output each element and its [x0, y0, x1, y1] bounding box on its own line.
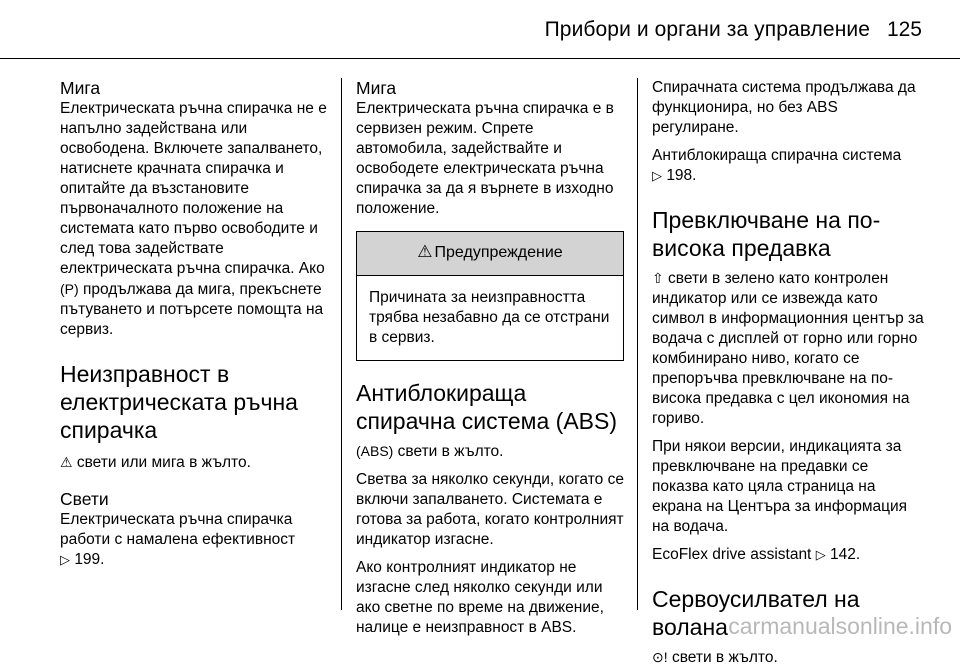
heading-upshift: Превключване на по-висока предавка: [652, 207, 881, 261]
parking-brake-icon: (P): [60, 281, 79, 297]
heading-blink-1: Мига: [60, 78, 101, 98]
column-3: [652, 78, 924, 668]
heading-abs: Антиблокираща спирачна система (ABS): [356, 380, 617, 434]
page-header: [0, 0, 960, 52]
warning-body: Причината за неизправността трябва незабавно да се отстрани в сервиз.: [369, 289, 610, 346]
warning-box: [356, 231, 624, 361]
watermark: carmanualsonline.info: [728, 613, 952, 639]
paragraph-continue: Спирачната система продължава да функционира, но без ABS регулиране.: [652, 79, 916, 136]
reference-arrow-icon: ▷: [652, 168, 662, 183]
header-divider: [0, 58, 960, 59]
column-2: [356, 78, 628, 638]
page-number: 125: [886, 18, 922, 41]
paragraph-blink-1: Електрическата ръчна спирачка не е напълно задействана или освободена. Включете запалването, натиснете крачната спирачка и опитайте да възстановите първоначалното положение на системата като първо освободите и след това задействате електрическата ръчна спирачка. Ако (P) продължава да мига, прекъснете пътуването и потърсете помощта на сервиз.: [60, 100, 327, 338]
paragraph-abs-2: Ако контролният индикатор не изгасне след няколко секунди или ако светне по време на движение, налице е неизправност в ABS.: [356, 559, 604, 636]
warning-triangle-icon: ⚠: [417, 242, 433, 261]
heading-power-steering: Сервоусилвател на волана: [652, 586, 860, 640]
power-steering-icon: ⊙!: [652, 649, 668, 665]
paragraph-blink-2: Електрическата ръчна спирачка е в сервизен режим. Спрете автомобила, задействайте и освободете електрическата ръчна спирачка за да я върнете в изходно положение.: [356, 100, 614, 217]
warning-header: ⚠ Предупреждение: [357, 232, 623, 276]
heading-blink-2: Мига: [356, 78, 397, 98]
heading-parking-brake-fault: Неизправност в електрическата ръчна спирачка: [60, 361, 298, 443]
paragraph-power-steering: ⊙! свети в жълто.: [652, 649, 778, 666]
heading-lit: Свети: [60, 489, 109, 509]
paragraph-abs-reference: Антиблокираща спирачна система ▷ 198.: [652, 147, 902, 184]
paragraph-fault: ⚠ свети или мига в жълто.: [60, 454, 251, 471]
column-divider-2: [637, 78, 638, 610]
abs-icon: (ABS): [356, 443, 394, 459]
paragraph-upshift-2: При някои версии, индикацията за превключване на предавки се показва като цяла страница на екрана на Центъра за информация на водача.: [652, 438, 908, 535]
page-header-title: Прибори и органи за управление: [544, 18, 870, 41]
brake-fault-icon: ⚠: [60, 454, 73, 470]
paragraph-ecoflex: EcoFlex drive assistant ▷ 142.: [652, 546, 861, 563]
column-1: [60, 78, 332, 570]
reference-arrow-icon: ▷: [815, 547, 826, 562]
paragraph-lit: Електрическата ръчна спирачка работи с намалена ефективност ▷ 199.: [60, 511, 296, 568]
column-divider-1: [341, 78, 342, 610]
paragraph-abs-lit: (ABS) свети в жълто.: [356, 443, 504, 460]
reference-arrow-icon: ▷: [60, 552, 70, 567]
upshift-icon: ⇧: [652, 270, 664, 286]
paragraph-upshift: ⇧ свети в зелено като контролен индикатор или се извежда като символ в информационния център за водача с дисплей от горно или горно комбинирано ниво, когато се препоръчва превключване на по-висока предавка с цел икономия на гориво.: [652, 270, 924, 427]
paragraph-abs-1: Светва за няколко секунди, когато се включи запалването. Системата е готова за работа, когато контролният индикатор изгасне.: [356, 471, 624, 548]
